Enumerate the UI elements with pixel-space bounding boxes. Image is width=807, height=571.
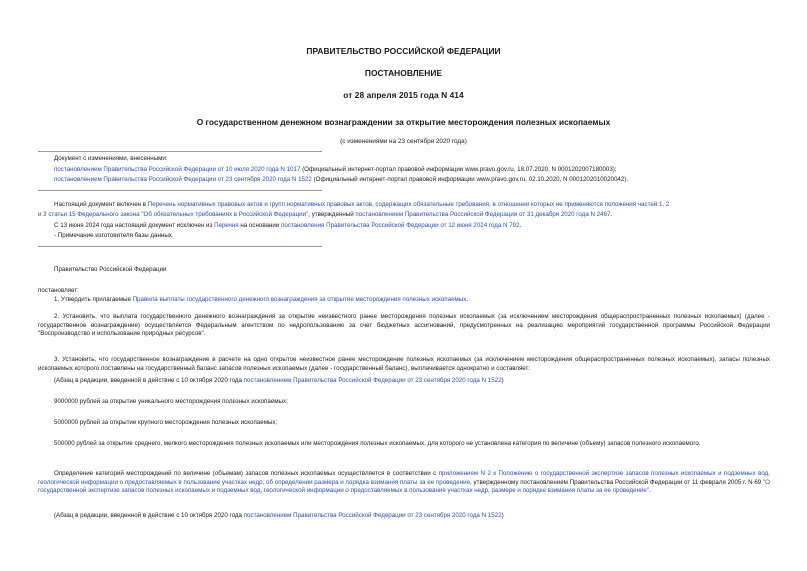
separator [38, 190, 322, 191]
clause-text: 2. Установить, что выплата государственного денежного вознаграждения за открытие неизвестного ранее месторождения полезных ископаемых (за исключением месторождения общераспространенных полезных ископаемых) (далее - государственное вознаграждение) осуществляется Федеральным агентством по недропользованию за счет бюджетных ассигнований, предусмотренных на реализацию мероприятий государственной программы Российской Федерации "Воспроизводство и использование природных ресурсов". [38, 313, 770, 338]
amendment-link-1522[interactable]: постановлением Правительства Российской Федерации от 23 сентября 2020 года N 1522 [54, 176, 312, 183]
government-heading: ПРАВИТЕЛЬСТВО РОССИЙСКОЙ ФЕДЕРАЦИИ [306, 46, 501, 56]
clause-text: 1. Утвердить прилагаемые [54, 296, 133, 303]
revision-note: (с изменениями на 23 сентября 2020 года) [340, 138, 467, 145]
document-title: О государственном денежном вознаграждении за открытие месторождения полезных ископаемых [196, 117, 611, 127]
federal-law-link[interactable]: и 3 статьи 15 Федерального закона "Об обязательных требованиях в Российской Федерации" [38, 211, 309, 218]
decree-2467-link[interactable]: постановлением Правительства Российской Федерации от 31 декабря 2020 года N 2467 [355, 211, 611, 218]
amendment-item [54, 166, 617, 174]
category-definition [38, 470, 770, 496]
clause-text: , утвержденному постановлением Правительства Российской Федерации от 11 февраля 2005 г. N 69 [470, 478, 763, 486]
decree-69-link[interactable]: "О государственной экспертизе запасов полезных ископаемых и подземных вод, геологической информации о предоставляемых в пользование участках недр, размере и порядке взимания платы за ее проведение" [38, 478, 770, 495]
clause-text: 3. Установить, что государственное вознаграждение в расчете на одно открытое неизвестное ранее месторождение полезных ископаемых (за исключением месторождения общераспространенных полезных ископаемых), запасы полезных ископаемых которого поставлены на государственный баланс запасов полезных ископаемых (далее - государственный баланс), выплачивается однократно и составляет: [38, 356, 770, 372]
rules-link[interactable]: Правила выплаты государственного денежного вознаграждения за открытие месторождения полезных ископаемых [132, 296, 467, 303]
list-link[interactable]: Перечня [214, 222, 239, 229]
clause-text: . [466, 296, 469, 303]
edit-note [54, 377, 504, 385]
amendment-source: (Официальный интернет-портал правовой информации www.pravo.gov.ru, 18.07.2020, N 0001202007180003); [300, 166, 617, 173]
clause-text: 500000 рублей за открытие среднего, мелкого месторождения полезных ископаемых или месторождения полезных ископаемых, для которого не установлена категория по величине (объему) запасов полезного ископаемого. [54, 440, 701, 447]
database-note: - Примечание изготовителя базы данных. [54, 232, 174, 239]
clause-1 [54, 296, 468, 304]
separator [38, 151, 322, 152]
note-text: ) [501, 377, 504, 384]
clause-text: . [649, 487, 651, 495]
clause-2 [38, 313, 770, 339]
notice-text: на основании [238, 222, 282, 229]
decree-1522-link[interactable]: постановлением Правительства Российской Федерации от 23 сентября 2020 года N 1522 [243, 512, 502, 519]
amendment-link-1017[interactable]: постановлением Правительства Российской Федерации от 10 июля 2020 года N 1017 [54, 166, 301, 173]
decree-792-link[interactable]: постановления Правительства Российской Федерации от 12 июня 2024 года N 792 [281, 222, 520, 229]
notice-text: , утвержденный [308, 211, 356, 218]
document-type: ПОСТАНОВЛЕНИЕ [364, 68, 443, 78]
amount-large: 5000000 рублей за открытие крупного месторождения полезных ископаемых; [54, 419, 278, 426]
notice-text: Настоящий документ включен в [54, 201, 148, 208]
notice-line [54, 222, 521, 230]
notice-text: С 13 июня 2024 года настоящий документ исключен из [54, 222, 215, 229]
note-text: ) [501, 512, 504, 519]
notice-text: . [610, 211, 613, 218]
decree-1522-link[interactable]: постановлением Правительства Российской Федерации от 23 сентября 2020 года N 1522 [243, 377, 502, 384]
clause-3 [38, 356, 770, 373]
note-text: (Абзац в редакции, введенной в действие с 10 октября 2020 года [54, 377, 244, 384]
preamble: Правительство Российской Федерации [54, 266, 167, 273]
notice-text: . [519, 222, 522, 229]
amount-unique: 9000000 рублей за открытие уникального месторождения полезных ископаемых; [54, 398, 288, 405]
amount-medium [38, 440, 770, 449]
note-text: (Абзац в редакции, введенной в действие с 10 октября 2020 года [54, 512, 244, 519]
resolves: постановляет: [38, 287, 79, 294]
appendix-link[interactable]: приложением N 2 к Положению о государственной экспертизе запасов полезных ископаемых и подземных вод, геологической информации о предоставляемых в пользование участках недр, об определении размера и порядка взимания платы за ее проведение [38, 470, 770, 486]
amendment-source: (Официальный интернет-портал правовой информации www.pravo.gov.ru, 02.10.2020, N 0001202010020042). [311, 176, 629, 183]
separator [38, 246, 322, 247]
notice-line [38, 211, 612, 219]
document-date-number: от 28 апреля 2015 года N 414 [343, 90, 464, 100]
clause-text: Определение категорий месторождений по величине (объемам) запасов полезных ископаемых осуществляется в соответствии с [54, 470, 439, 477]
amendment-item [54, 176, 628, 184]
amendments-intro: Документ с изменениями, внесенными: [54, 155, 168, 162]
list-link[interactable]: Перечень нормативных правовых актов и групп нормативных правовых актов, содержащих обязательные требования, в отношении которых не применяются положения частей 1, 2 [147, 201, 670, 208]
edit-note [54, 512, 504, 520]
notice-line [54, 201, 669, 209]
